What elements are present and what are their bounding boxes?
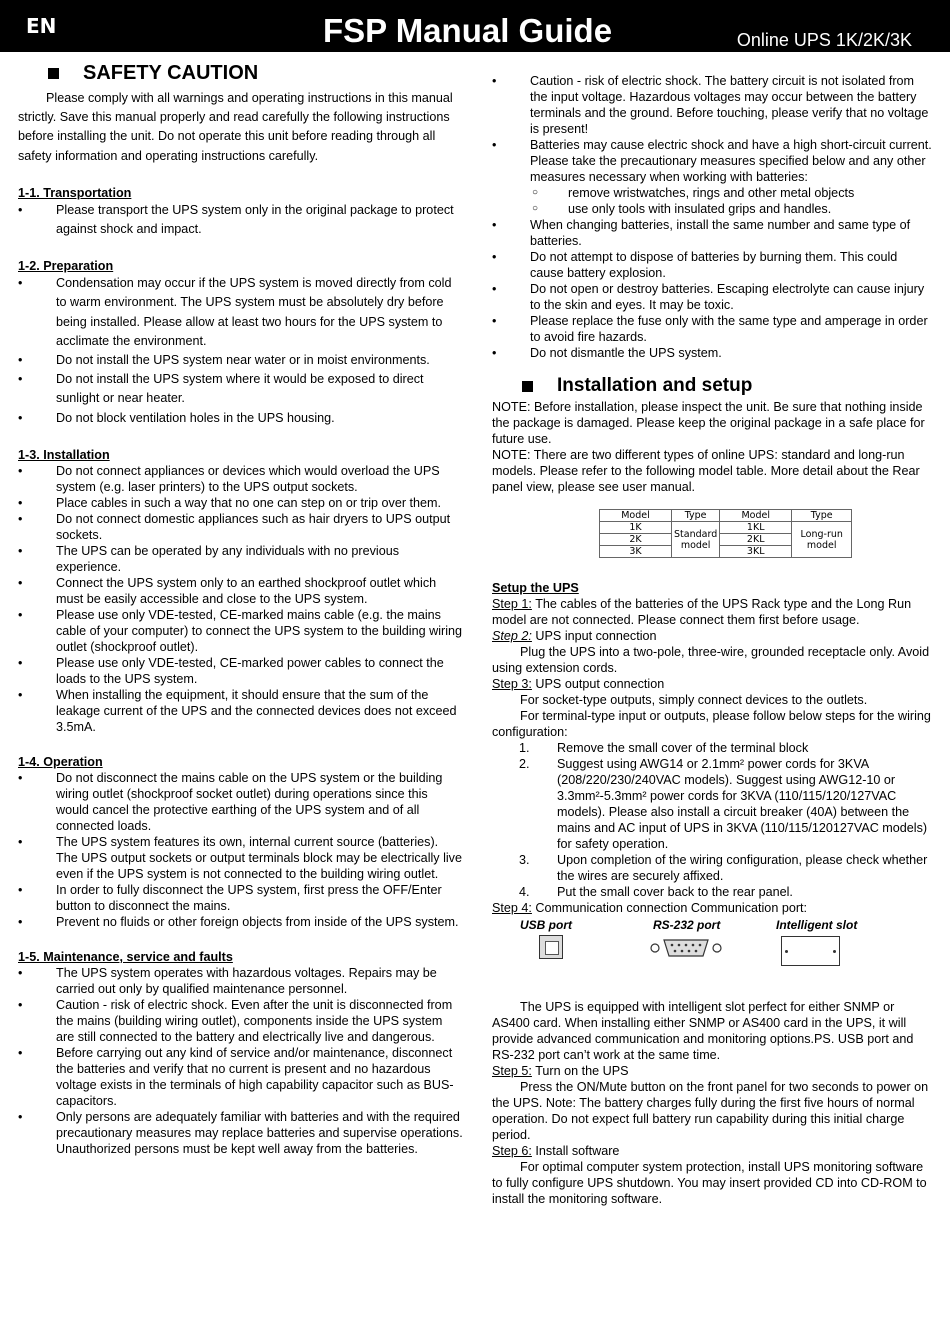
table-cell: 3K <box>600 546 672 558</box>
setup-heading: Setup the UPS <box>492 581 579 595</box>
step-5: Step 5: Turn on the UPS <box>492 1064 629 1078</box>
list-item: 1. Remove the small cover of the terminal block <box>519 741 809 755</box>
maintenance-heading: 1-5. Maintenance, service and faults <box>18 949 233 964</box>
transport-heading: 1-1. Transportation <box>18 185 132 200</box>
step-3-body-1: For socket-type outputs, simply connect devices to the outlets. <box>520 693 868 707</box>
list-item: • The UPS can be operated by any individuals with no previous experience. <box>18 543 463 575</box>
usb-port-label: USB port <box>520 918 572 932</box>
list-item: • Do not attempt to dispose of batteries by burning them. This could cause battery explosion. <box>492 249 932 281</box>
list-item: ○ remove wristwatches, rings and other metal objects <box>492 185 932 201</box>
step-4-body: The UPS is equipped with intelligent slot perfect for either SNMP or AS400 card. When installing either SNMP or AS400 card in the UPS, it will provide advanced communication and monitoring options.PS. USB port and RS-232 port can’t work at the same time. <box>492 1000 914 1062</box>
list-item: • The UPS system features its own, internal current source (batteries). The UPS output sockets or output terminals block may be electrically live even if the UPS system is not connected to the building wiring outlet. <box>18 834 463 882</box>
list-item: 2. Suggest using AWG14 or 2.1mm² power cords for 3KVA (208/220/230/240VAC models). Suggest using AWG12-10 or 3.3mm²-5.3mm² power cords for 3KVA (110/115/120/127VAC models). Please also install a circuit breaker (40A) between the mains and AC input of UPS in 3KVA (110/115/120127VAC models) for safety operation. <box>519 757 928 851</box>
step-2: Step 2: UPS input connection <box>492 629 657 643</box>
transport-list <box>18 201 463 239</box>
list-item: • Place cables in such a way that no one can step on or trip over them. <box>18 495 463 511</box>
table-cell: 2K <box>600 534 672 546</box>
language-tag: EN <box>26 14 57 38</box>
intelligent-slot-icon <box>781 936 840 966</box>
intelligent-slot-label: Intelligent slot <box>776 918 858 932</box>
table-cell: 2KL <box>720 534 792 546</box>
list-item: • Please use only VDE-tested, CE-marked power cables to connect the loads to the UPS system. <box>18 655 463 687</box>
left-column <box>18 62 463 1157</box>
list-item: • Do not open or destroy batteries. Escaping electrolyte can cause injury to the skin and eyes. It may be toxic. <box>492 281 932 313</box>
list-item: 3. Upon completion of the wiring configuration, please check whether the wires are securely affixed. <box>519 853 928 883</box>
table-cell: 3KL <box>720 546 792 558</box>
wiring-steps <box>492 740 932 900</box>
list-item: • Do not disconnect the mains cable on the UPS system or the building wiring outlet (shockproof socket outlet) during operations since this would cancel the protective earthing of the UPS system and of all connected loads. <box>18 770 463 834</box>
list-item: 4. Put the small cover back to the rear panel. <box>519 885 793 899</box>
model-table <box>599 509 852 558</box>
rs232-port-icon <box>650 938 722 958</box>
table-cell: Standard model <box>672 522 720 558</box>
list-item: • Do not block ventilation holes in the UPS housing. <box>18 409 463 428</box>
list-item: • Only persons are adequately familiar with batteries and with the required precautionary measures may replace batteries and supervise operations. Unauthorized persons must be kept well away from the batteries. <box>18 1109 463 1157</box>
list-item: • When installing the equipment, it should ensure that the sum of the leakage current of the UPS and the connected devices does not exceed 3.5mA. <box>18 687 463 735</box>
safety-intro: Please comply with all warnings and operating instructions in this manual strictly. Save this manual properly and read carefully the following instructions before installing the unit. Do not operate this unit before reading through all safety information and operating instructions carefully. <box>18 91 453 163</box>
list-item: • The UPS system operates with hazardous voltages. Repairs may be carried out only by qualified maintenance personnel. <box>18 965 463 997</box>
list-item: • Please transport the UPS system only in the original package to protect against shock and impact. <box>18 201 463 239</box>
list-item: • Do not connect domestic appliances such as hair dryers to UPS output sockets. <box>18 511 463 543</box>
page-header <box>0 0 950 52</box>
installation-list <box>18 463 463 735</box>
table-header: Model <box>600 510 672 522</box>
list-item: • Batteries may cause electric shock and have a high short-circuit current. Please take the precautionary measures specified below and any other measures necessary when working with batteries: <box>492 137 932 185</box>
table-cell: 1K <box>600 522 672 534</box>
list-item: • Do not install the UPS system near water or in moist environments. <box>18 351 463 370</box>
list-item: • Caution - risk of electric shock. Even after the unit is disconnected from the mains (building wiring outlet), components inside the UPS system are still connected to the battery and electrically live and dangerous. <box>18 997 463 1045</box>
step-1: Step 1: The cables of the batteries of the UPS Rack type and the Long Run model are not connected. Please connect them first before usage. <box>492 597 912 627</box>
list-item: • Before carrying out any kind of service and/or maintenance, disconnect the batteries and verify that no current is present and no hazardous voltage exists in the terminals of high capability capacitor such as BUS-capacitors. <box>18 1045 463 1109</box>
list-item: • Do not install the UPS system where it would be exposed to direct sunlight or near heater. <box>18 370 463 408</box>
list-item: • When changing batteries, install the same number and same type of batteries. <box>492 217 932 249</box>
step-2-body: Plug the UPS into a two-pole, three-wire, grounded receptacle only. Avoid using extension cords. <box>492 645 930 675</box>
install-note-2: NOTE: There are two different types of online UPS: standard and long-run models. Please refer to the following model table. More detail about the Rear panel view, please see user manual. <box>492 448 920 494</box>
list-item: • In order to fully disconnect the UPS system, first press the OFF/Enter button to disconnect the mains. <box>18 882 463 914</box>
list-item: • Do not connect appliances or devices which would overload the UPS system (e.g. laser printers) to the UPS output sockets. <box>18 463 463 495</box>
safety-heading: SAFETY CAUTION <box>48 62 463 85</box>
table-cell: 1KL <box>720 522 792 534</box>
step-6: Step 6: Install software <box>492 1144 620 1158</box>
page-title: FSP Manual Guide <box>322 12 613 49</box>
install-heading: Installation and setup <box>522 375 932 397</box>
list-item: • Please replace the fuse only with the same type and amperage in order to avoid fire hazards. <box>492 313 932 345</box>
model-name: Online UPS 1K/2K/3K <box>736 30 912 50</box>
usb-port-icon <box>539 935 563 959</box>
rs232-port-label: RS-232 port <box>653 918 721 932</box>
step-6-body: For optimal computer system protection, install UPS monitoring software to fully configure UPS shutdown. You may insert provided CD into CD-ROM to install the monitoring software. <box>492 1160 927 1206</box>
maintenance-list <box>18 965 463 1157</box>
table-header: Type <box>672 510 720 522</box>
list-item: • Prevent no fluids or other foreign objects from inside of the UPS system. <box>18 914 463 930</box>
install-note-1: NOTE: Before installation, please inspect the unit. Be sure that nothing inside the package is damaged. Please keep the original package in a safe place for future use. <box>492 400 925 446</box>
installation-heading: 1-3. Installation <box>18 447 110 462</box>
list-item: • Do not dismantle the UPS system. <box>492 345 932 361</box>
table-header: Model <box>720 510 792 522</box>
list-item: • Caution - risk of electric shock. The battery circuit is not isolated from the input voltage. Hazardous voltages may occur between the battery terminals and the ground. Before touching, please verify that no voltage is present! <box>492 73 932 137</box>
table-header: Type <box>792 510 852 522</box>
operation-heading: 1-4. Operation <box>18 754 103 769</box>
preparation-list <box>18 274 463 428</box>
square-bullet-icon <box>48 68 59 79</box>
list-item: • Please use only VDE-tested, CE-marked mains cable (e.g. the mains cable of your computer) to connect the UPS system to the building wiring outlet (shockproof outlet). <box>18 607 463 655</box>
list-item: • Connect the UPS system only to an earthed shockproof outlet which must be easily accessible and close to the UPS system. <box>18 575 463 607</box>
operation-list <box>18 770 463 930</box>
step-5-body: Press the ON/Mute button on the front panel for two seconds to power on the UPS. Note: The battery charges fully during the first five hours of normal operation. Do not expect full battery run capability during this initial charge period. <box>492 1080 929 1142</box>
square-bullet-icon <box>522 381 533 392</box>
step-3-body-2: For terminal-type input or outputs, please follow below steps for the wiring configuration: <box>492 709 931 739</box>
right-column <box>492 73 932 1207</box>
list-item: ○ use only tools with insulated grips and handles. <box>492 201 932 217</box>
list-item: • Condensation may occur if the UPS system is moved directly from cold to warm environment. The UPS system must be absolutely dry before being installed. Please allow at least two hours for the UPS system to acclimate the environment. <box>18 274 463 351</box>
table-cell: Long-run model <box>792 522 852 558</box>
preparation-heading: 1-2. Preparation <box>18 259 114 274</box>
battery-sublist <box>492 185 932 217</box>
battery-caution-list-2 <box>492 217 932 361</box>
step-3: Step 3: UPS output connection <box>492 677 665 691</box>
ports-figure <box>492 918 932 978</box>
battery-caution-list <box>492 73 932 185</box>
step-4: Step 4: Communication connection Communication port: <box>492 901 808 915</box>
